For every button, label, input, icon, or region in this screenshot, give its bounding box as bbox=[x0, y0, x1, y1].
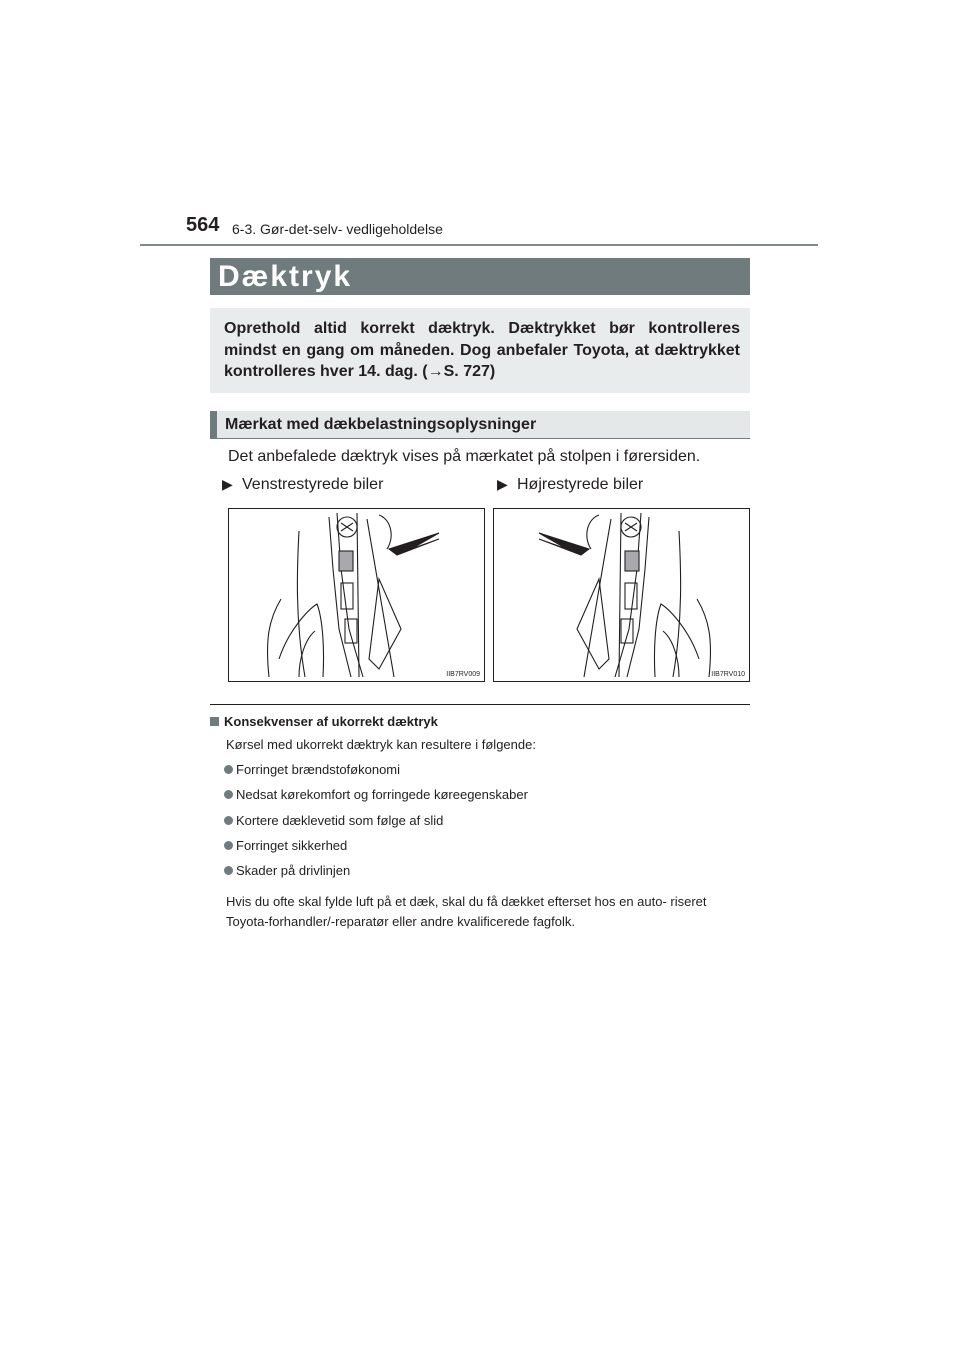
triangle-bullet-icon: ▶ bbox=[222, 476, 233, 492]
separator-rule bbox=[210, 704, 750, 705]
list-item-text: Nedsat kørekomfort og forringede køreegenskaber bbox=[236, 787, 528, 803]
door-pillar-illustration-left bbox=[229, 509, 484, 681]
consequences-heading bbox=[210, 714, 438, 729]
bullet-dot-icon bbox=[224, 790, 233, 799]
left-hand-drive-figure bbox=[228, 508, 485, 682]
left-hand-drive-label-text: Venstrestyrede biler bbox=[242, 476, 384, 493]
subsection-text: Det anbefalede dæktryk vises på mærkatet på stolpen i førersiden. bbox=[228, 448, 701, 465]
list-item-text: Forringet brændstoføkonomi bbox=[236, 762, 401, 777]
bullet-dot-icon bbox=[224, 816, 233, 825]
list-item bbox=[224, 838, 528, 863]
triangle-bullet-icon: ▶ bbox=[497, 476, 508, 492]
subsection-accent-bar bbox=[210, 411, 217, 439]
figure-code-right: IIB7RV010 bbox=[711, 671, 745, 678]
section-label: 6-3. Gør-det-selv- vedligeholdelse bbox=[232, 221, 443, 237]
door-pillar-illustration-right bbox=[494, 509, 749, 681]
bullet-dot-icon bbox=[224, 841, 233, 850]
consequences-intro: Kørsel med ukorrekt dæktryk kan resultere i følgende: bbox=[226, 737, 536, 752]
list-item-text: Kortere dæklevetid som følge af slid bbox=[236, 812, 444, 828]
left-hand-drive-label bbox=[222, 476, 383, 494]
intro-text: Oprethold altid korrekt dæktryk. Dæktrykket bør kontrolleres mindst en gang om måneden. Dog anbefaler Toyota, at dæktrykket kontrolleres hver 14. dag. (→S. 727) bbox=[224, 320, 740, 380]
list-item-text: Skader på drivlinjen bbox=[236, 863, 351, 879]
list-item bbox=[224, 813, 528, 838]
bullet-dot-icon bbox=[224, 866, 233, 875]
page-title: Dæktryk bbox=[218, 260, 353, 293]
consequences-list bbox=[224, 762, 528, 888]
closing-paragraph: Hvis du ofte skal fylde luft på et dæk, skal du få dækket efterset hos en auto- riseret Toyota-forhandler/-reparatør eller andre kvalificerede fagfolk. bbox=[226, 894, 707, 929]
right-hand-drive-figure bbox=[493, 508, 750, 682]
right-hand-drive-label bbox=[497, 476, 643, 494]
bullet-dot-icon bbox=[224, 765, 233, 774]
page-number: 564 bbox=[186, 214, 220, 236]
consequences-heading-text: Konsekvenser af ukorrekt dæktryk bbox=[224, 714, 438, 729]
figure-code-left: IIB7RV009 bbox=[446, 671, 480, 678]
header-rule bbox=[140, 244, 818, 246]
list-item-text: Forringet sikkerhed bbox=[236, 837, 348, 853]
square-bullet-icon bbox=[210, 717, 219, 726]
list-item bbox=[224, 863, 528, 888]
list-item bbox=[224, 762, 528, 787]
subsection-title: Mærkat med dækbelastningsoplysninger bbox=[225, 416, 537, 433]
list-item bbox=[224, 787, 528, 812]
right-hand-drive-label-text: Højrestyrede biler bbox=[517, 476, 644, 493]
